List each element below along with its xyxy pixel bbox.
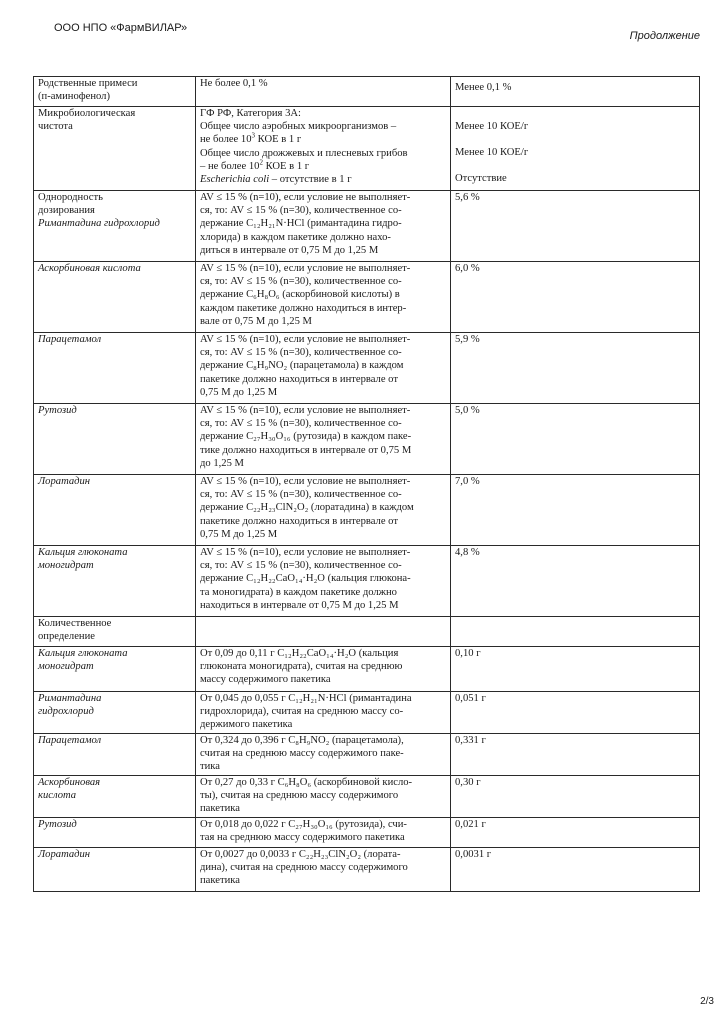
- norm-line: диться в интервале от 0,75 М до 1,25 М: [200, 244, 379, 256]
- norm-line: 0,75 М до 1,25 М: [200, 386, 278, 398]
- specification-table: [33, 76, 700, 892]
- assay-result-cell: [451, 848, 700, 892]
- norm-line: пакетика: [200, 875, 240, 887]
- table-row: [34, 692, 700, 734]
- norm-line: та моногидрата) в каждом пакетике должно: [200, 586, 397, 598]
- uniformity-title-line: дозирования: [38, 205, 95, 217]
- norm-line: ся, то: AV ≤ 15 % (n=30), количественное со-: [200, 418, 402, 430]
- norm-line: ся, то: AV ≤ 15 % (n=30), количественное со-: [200, 489, 402, 501]
- impurities-result-cell: [451, 77, 700, 107]
- micro-aerobic-line: Общее число аэробных микроорганизмов –: [200, 121, 397, 133]
- assay-name-cell: [34, 818, 196, 848]
- assay-result: 0,051 г: [455, 693, 486, 704]
- uniformity-title-line: Однородность: [38, 192, 103, 203]
- micro-result-ecoli: Отсутствие: [455, 173, 507, 185]
- uniformity-result-cell: [451, 262, 700, 333]
- table-row: [34, 191, 700, 262]
- norm-line: От 0,09 до 0,11 г C₁₂H₂₂CaO₁₄·H₂O (кальция: [200, 648, 399, 659]
- assay-substance: Лоратадин: [38, 849, 91, 860]
- norm-line: ся, то: AV ≤ 15 % (n=30), количественное со-: [200, 560, 402, 572]
- uniformity-name-cell: [34, 475, 196, 546]
- assay-substance: гидрохлорид: [38, 706, 94, 718]
- norm-line: AV ≤ 15 % (n=10), если условие не выполняет-: [200, 263, 411, 274]
- norm-line: гидрохлорида), считая на среднюю массу со-: [200, 706, 404, 718]
- micro-name-cell: [34, 107, 196, 191]
- norm-line: держание C₂₂H₂₃ClN₂O₂ (лоратадина) в каждом: [200, 502, 414, 514]
- assay-norm-cell: [196, 776, 451, 818]
- norm-line: каждом пакетике должно находиться в интер-: [200, 302, 407, 314]
- norm-line: ся, то: AV ≤ 15 % (n=30), количественное со-: [200, 347, 402, 359]
- uniformity-result-cell: [451, 191, 700, 262]
- uniformity-result: 7,0 %: [455, 476, 480, 487]
- table-row: [34, 848, 700, 892]
- norm-line: 0,75 М до 1,25 М: [200, 528, 278, 540]
- uniformity-norm-cell: [196, 191, 451, 262]
- micro-result-aerobic: Менее 10 КОЕ/г: [455, 121, 529, 132]
- norm-line: От 0,0027 до 0,0033 г C₂₂H₂₃ClN₂O₂ (лората-: [200, 849, 401, 860]
- assay-result: 0,021 г: [455, 819, 486, 830]
- assay-result: 0,331 г: [455, 735, 486, 746]
- norm-line: От 0,324 до 0,396 г C₈H₉NO₂ (парацетамола),: [200, 735, 404, 746]
- norm-line: тика: [200, 761, 220, 773]
- company-name: ООО НПО «ФармВИЛАР»: [54, 22, 188, 34]
- assay-substance: Аскорбиновая: [38, 777, 101, 788]
- micro-result-fungi: Менее 10 КОЕ/г: [455, 147, 529, 159]
- norm-line: пакетике должно находиться в интервале от: [200, 373, 398, 385]
- norm-line: От 0,018 до 0,022 г C₂₇H₃₀O₁₆ (рутозида), счи-: [200, 819, 407, 830]
- impurities-norm-cell: [196, 77, 451, 107]
- assay-result-cell: [451, 734, 700, 776]
- assay-name-cell: [34, 734, 196, 776]
- uniformity-result-cell: [451, 333, 700, 404]
- uniformity-result-cell: [451, 404, 700, 475]
- uniformity-substance: Римантадина гидрохлорид: [38, 218, 160, 230]
- assay-norm-cell: [196, 848, 451, 892]
- assay-norm-cell: [196, 818, 451, 848]
- uniformity-name-cell: [34, 404, 196, 475]
- uniformity-name-cell: [34, 262, 196, 333]
- table-row: [34, 107, 700, 191]
- uniformity-norm-cell: [196, 333, 451, 404]
- assay-name-cell: [34, 776, 196, 818]
- uniformity-result: 5,6 %: [455, 192, 480, 203]
- table-row: [34, 262, 700, 333]
- assay-substance: моногидрат: [38, 661, 94, 673]
- norm-line: От 0,045 до 0,055 г C₁₂H₂₁N·HCl (римантадина: [200, 693, 412, 704]
- norm-line: пакетика: [200, 803, 240, 815]
- norm-line: хлорида) в каждом пакетике должно нахо-: [200, 231, 391, 243]
- assay-result-cell: [451, 647, 700, 692]
- norm-line: AV ≤ 15 % (n=10), если условие не выполняет-: [200, 405, 411, 416]
- norm-line: находиться в интервале от 0,75 М до 1,25 М: [200, 599, 399, 611]
- norm-line: пакетике должно находиться в интервале от: [200, 515, 398, 527]
- micro-result-cell: [451, 107, 700, 191]
- table-row: [34, 333, 700, 404]
- norm-line: держимого пакетика: [200, 719, 293, 731]
- uniformity-substance: моногидрат: [38, 560, 94, 572]
- norm-line: тая на среднюю массу содержимого пакетика: [200, 832, 405, 844]
- uniformity-result-cell: [451, 546, 700, 617]
- uniformity-name-cell: [34, 546, 196, 617]
- norm-line: AV ≤ 15 % (n=10), если условие не выполняет-: [200, 547, 411, 558]
- assay-name-cell: [34, 647, 196, 692]
- uniformity-norm-cell: [196, 546, 451, 617]
- impurities-name-cell: [34, 77, 196, 107]
- norm-line: От 0,27 до 0,33 г C₆H₈O₆ (аскорбиновой кисло-: [200, 777, 413, 788]
- table-row: [34, 404, 700, 475]
- uniformity-substance: Лоратадин: [38, 476, 91, 487]
- empty-cell: [196, 617, 451, 647]
- uniformity-substance: Парацетамол: [38, 334, 102, 345]
- assay-result-cell: [451, 692, 700, 734]
- assay-result: 0,30 г: [455, 777, 481, 788]
- micro-name-line: Микробиологическая: [38, 108, 136, 119]
- assay-substance: Парацетамол: [38, 735, 102, 746]
- table-row: [34, 734, 700, 776]
- impurities-name-line: (п-аминофенол): [38, 91, 110, 103]
- norm-line: держание C₁₂H₂₁N·HCl (римантадина гидро-: [200, 218, 402, 230]
- norm-line: массу содержимого пакетика: [200, 674, 331, 686]
- micro-name-line: чистота: [38, 121, 73, 133]
- table-row: [34, 546, 700, 617]
- assay-substance: Римантадина: [38, 693, 102, 704]
- assay-substance: Кальция глюконата: [38, 648, 128, 659]
- table-row: [34, 647, 700, 692]
- table-row: [34, 776, 700, 818]
- page-number: 2/3: [700, 996, 714, 1007]
- norm-line: дина), считая на среднюю массу содержимого: [200, 862, 408, 874]
- norm-line: держание C₂₇H₃₀O₁₆ (рутозида) в каждом паке-: [200, 431, 412, 443]
- norm-line: ся, то: AV ≤ 15 % (n=30), количественное со-: [200, 276, 402, 288]
- norm-line: ты), считая на среднюю массу содержимого: [200, 790, 399, 802]
- micro-fungi-limit: – не более $10^2$ КОЕ в 1 г: [200, 158, 310, 172]
- assay-title-cell: [34, 617, 196, 647]
- norm-line: держание C₁₂H₂₂CaO₁₄·H₂O (кальция глюкона-: [200, 573, 411, 585]
- impurities-name-line: Родственные примеси: [38, 78, 138, 89]
- micro-norm-cell: [196, 107, 451, 191]
- micro-ecoli-line: Escherichia coli – отсутствие в 1 г: [200, 174, 352, 186]
- uniformity-substance: Рутозид: [38, 405, 77, 416]
- assay-result-cell: [451, 818, 700, 848]
- uniformity-substance: Кальция глюконата: [38, 547, 128, 558]
- micro-fungi-line: Общее число дрожжевых и плесневых грибов: [200, 147, 408, 159]
- table-row: [34, 818, 700, 848]
- continuation-label: Продолжение: [629, 30, 700, 42]
- uniformity-result-cell: [451, 475, 700, 546]
- assay-result-cell: [451, 776, 700, 818]
- assay-name-cell: [34, 848, 196, 892]
- uniformity-norm-cell: [196, 404, 451, 475]
- norm-line: AV ≤ 15 % (n=10), если условие не выполняет-: [200, 334, 411, 345]
- table-row: [34, 77, 700, 107]
- norm-line: держание C₈H₉NO₂ (парацетамола) в каждом: [200, 360, 404, 372]
- norm-line: глюконата моногидрата), считая на среднюю: [200, 661, 403, 673]
- empty-cell: [451, 617, 700, 647]
- table-row: [34, 475, 700, 546]
- uniformity-norm-cell: [196, 262, 451, 333]
- impurities-result: Менее 0,1 %: [455, 82, 512, 93]
- norm-line: AV ≤ 15 % (n=10), если условие не выполняет-: [200, 192, 411, 203]
- assay-title-line: Количественное: [38, 618, 112, 629]
- impurities-norm: Не более 0,1 %: [200, 78, 268, 89]
- norm-line: ся, то: AV ≤ 15 % (n=30), количественное со-: [200, 205, 402, 217]
- uniformity-result: 4,8 %: [455, 547, 480, 558]
- uniformity-norm-cell: [196, 475, 451, 546]
- micro-aerobic-limit: не более $10^3$ КОЕ в 1 г: [200, 131, 302, 146]
- table-row: [34, 617, 700, 647]
- assay-norm-cell: [196, 734, 451, 776]
- uniformity-result: 5,0 %: [455, 405, 480, 416]
- uniformity-name-cell: [34, 191, 196, 262]
- assay-title-line: определение: [38, 631, 95, 643]
- uniformity-result: 5,9 %: [455, 334, 480, 345]
- norm-line: вале от 0,75 М до 1,25 М: [200, 315, 312, 327]
- uniformity-substance: Аскорбиновая кислота: [38, 263, 141, 274]
- assay-name-cell: [34, 692, 196, 734]
- norm-line: до 1,25 М: [200, 457, 244, 469]
- norm-line: тике должно находиться в интервале от 0,75 М: [200, 444, 412, 456]
- assay-result: 0,10 г: [455, 648, 481, 659]
- assay-norm-cell: [196, 647, 451, 692]
- assay-substance: кислота: [38, 790, 77, 802]
- assay-norm-cell: [196, 692, 451, 734]
- assay-result: 0,0031 г: [455, 849, 492, 860]
- micro-norm-title: ГФ РФ, Категория 3А:: [200, 108, 301, 119]
- assay-substance: Рутозид: [38, 819, 77, 830]
- norm-line: AV ≤ 15 % (n=10), если условие не выполняет-: [200, 476, 411, 487]
- norm-line: держание C₆H₈O₆ (аскорбиновой кислоты) в: [200, 289, 400, 301]
- uniformity-result: 6,0 %: [455, 263, 480, 274]
- uniformity-name-cell: [34, 333, 196, 404]
- norm-line: считая на среднюю массу содержимого паке-: [200, 748, 404, 760]
